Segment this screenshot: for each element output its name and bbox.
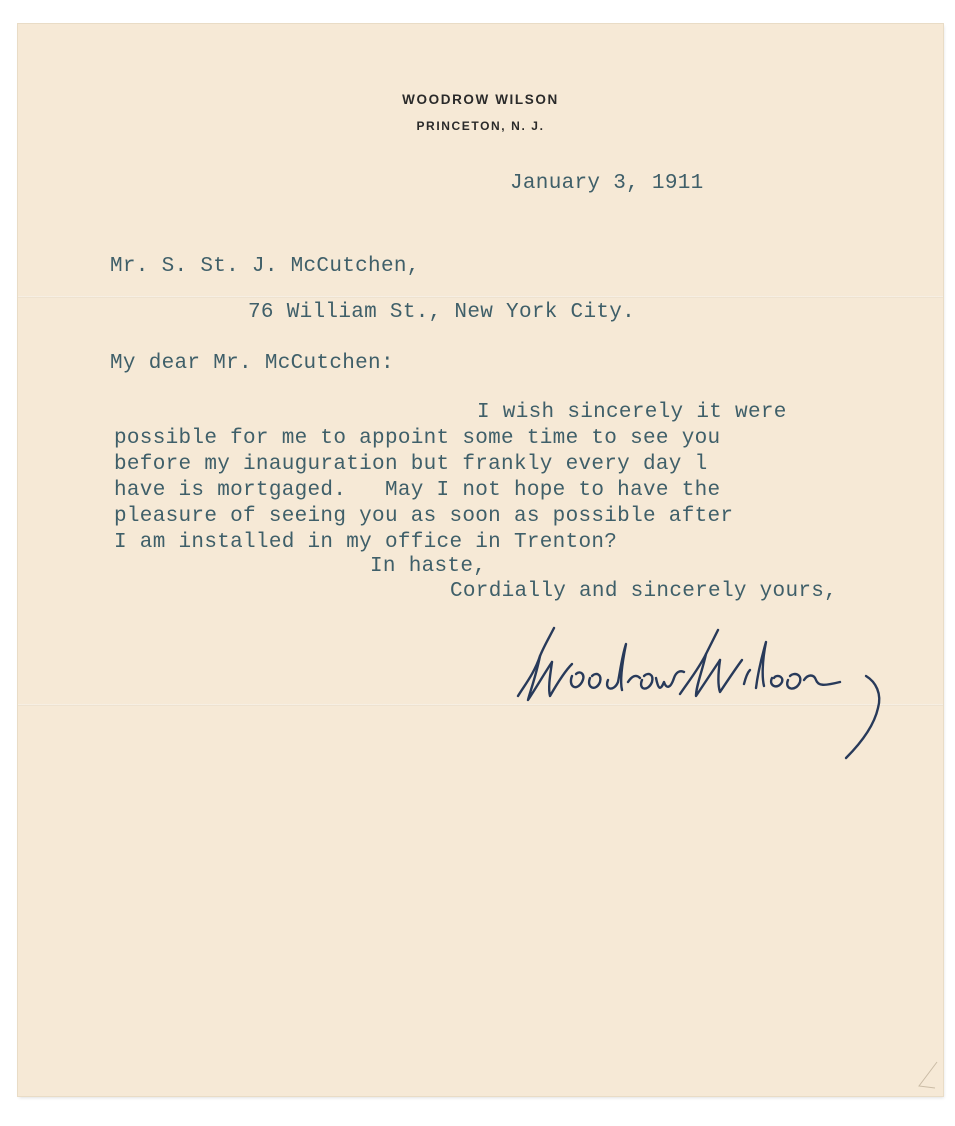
letterhead-place: PRINCETON, N. J.: [416, 119, 545, 133]
signature-image: [510, 616, 900, 766]
body-line: before my inauguration but frankly every day l: [114, 453, 708, 476]
closing-in-haste: In haste,: [370, 555, 487, 578]
fold-line: [18, 296, 943, 298]
recipient-name: Mr. S. St. J. McCutchen,: [110, 255, 420, 278]
body-line: I am installed in my office in Trenton?: [114, 531, 618, 554]
body-line: have is mortgaged. May I not hope to have the: [114, 479, 721, 502]
recipient-address: 76 William St., New York City.: [248, 301, 636, 324]
letter-page: [18, 24, 943, 1096]
letter-date: January 3, 1911: [510, 172, 704, 195]
closing-cordially: Cordially and sincerely yours,: [450, 580, 838, 603]
body-line: possible for me to appoint some time to see you: [114, 427, 721, 450]
body-line: pleasure of seeing you as soon as possible after: [114, 505, 734, 528]
letterhead-name: WOODROW WILSON: [402, 92, 559, 107]
body-line: I wish sincerely it were: [477, 401, 787, 424]
salutation: My dear Mr. McCutchen:: [110, 352, 394, 375]
corner-crease-mark: [913, 1060, 939, 1090]
